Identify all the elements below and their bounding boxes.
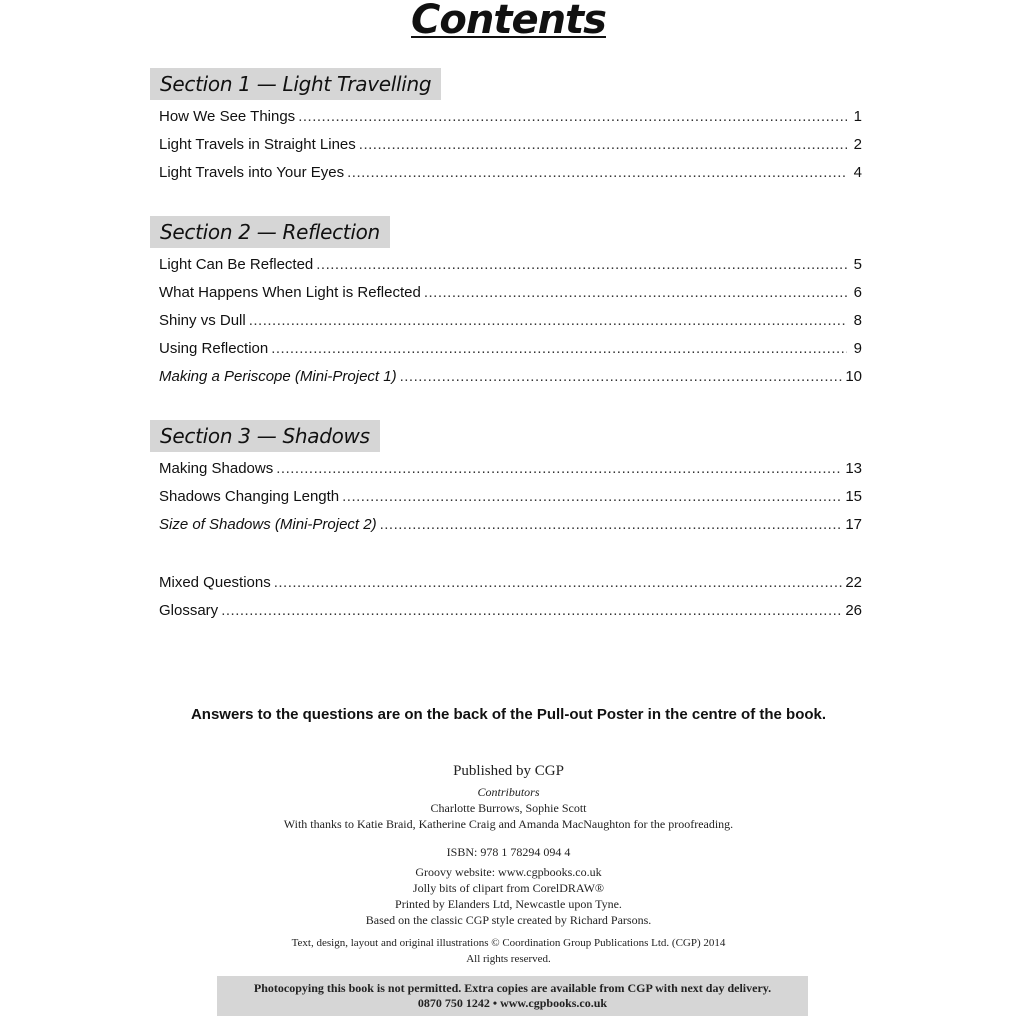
toc-entry-page: 26 (845, 602, 862, 619)
contributors: Charlotte Burrows, Sophie Scott (430, 801, 587, 815)
toc-entry-glossary[interactable] (159, 597, 862, 625)
toc-entry-page: 4 (853, 164, 862, 181)
isbn: ISBN: 978 1 78294 094 4 (446, 845, 571, 859)
toc-entry-page: 17 (845, 516, 862, 533)
toc-entry-page: 10 (845, 368, 862, 385)
toc-entry[interactable] (159, 159, 862, 187)
dot-leader (298, 103, 847, 131)
toc-entry-page: 1 (853, 108, 862, 125)
dot-leader (249, 307, 847, 335)
section-heading: Section 3 — Shadows (150, 420, 380, 452)
published-by: Published by CGP (453, 763, 564, 779)
toc-entry[interactable] (159, 335, 862, 363)
toc-entry-label: Light Travels into Your Eyes (159, 164, 345, 181)
toc-entry-page: 22 (845, 574, 862, 591)
toc-entry-label: Shiny vs Dull (159, 312, 246, 329)
copyright-line: Text, design, layout and original illustrations © Coordination Group Publications Ltd. (CGP) 2014 (291, 937, 726, 949)
dot-leader (276, 455, 842, 483)
toc-entry[interactable] (159, 131, 862, 159)
contributors-heading: Contributors (477, 785, 540, 799)
toc-entry-page: 6 (853, 284, 862, 301)
toc-entry-label: Glossary (159, 602, 219, 619)
table-of-contents (150, 68, 862, 625)
dot-leader (424, 279, 847, 307)
dot-leader (400, 363, 843, 391)
toc-entry[interactable] (159, 455, 862, 483)
toc-entry-mini-project[interactable] (159, 511, 862, 539)
toc-entry-page: 15 (845, 488, 862, 505)
dot-leader (316, 251, 847, 279)
extra-entries (150, 569, 862, 625)
toc-entry-label: Light Travels in Straight Lines (159, 136, 356, 153)
section-3 (150, 420, 862, 539)
toc-entry-page: 2 (853, 136, 862, 153)
toc-entry-label: Size of Shadows (Mini-Project 2) (159, 516, 377, 533)
thanks-line: With thanks to Katie Braid, Katherine Craig and Amanda MacNaughton for the proofreading. (283, 817, 734, 831)
dot-leader (359, 131, 847, 159)
toc-entry-page: 13 (845, 460, 862, 477)
toc-entry[interactable] (159, 307, 862, 335)
based-on-line: Based on the classic CGP style created by Richard Parsons. (365, 913, 652, 927)
toc-entry-label: What Happens When Light is Reflected (159, 284, 421, 301)
notice-line-1: Photocopying this book is not permitted. Extra copies are available from CGP with next day delivery. (253, 981, 772, 995)
section-heading: Section 2 — Reflection (150, 216, 390, 248)
printed-line: Printed by Elanders Ltd, Newcastle upon Tyne. (395, 897, 622, 911)
dot-leader (221, 597, 842, 625)
dot-leader (380, 511, 843, 539)
toc-entry-page: 5 (853, 256, 862, 273)
toc-entry[interactable] (159, 103, 862, 131)
toc-entry-label: Using Reflection (159, 340, 269, 357)
toc-entry-label: Shadows Changing Length (159, 488, 340, 505)
toc-entry-label: How We See Things (159, 108, 296, 125)
notice-line-2: 0870 750 1242 • www.cgpbooks.co.uk (417, 996, 608, 1010)
section-2 (150, 216, 862, 391)
rights-line: All rights reserved. (466, 953, 551, 965)
website-line: Groovy website: www.cgpbooks.co.uk (415, 865, 602, 879)
toc-entry-mixed-questions[interactable] (159, 569, 862, 597)
dot-leader (347, 159, 847, 187)
dot-leader (342, 483, 842, 511)
toc-entry[interactable] (159, 251, 862, 279)
toc-entry-page: 9 (853, 340, 862, 357)
toc-entry-label: Making a Periscope (Mini-Project 1) (159, 368, 397, 385)
section-1 (150, 68, 862, 187)
photocopy-notice (217, 976, 808, 1016)
toc-entry-label: Mixed Questions (159, 574, 271, 591)
toc-entry-label: Making Shadows (159, 460, 274, 477)
section-heading: Section 1 — Light Travelling (150, 68, 441, 100)
answers-note: Answers to the questions are on the back of the Pull-out Poster in the centre of the book. (190, 706, 827, 723)
page-title: Contents (411, 0, 606, 43)
clipart-line: Jolly bits of clipart from CorelDRAW® (412, 881, 605, 895)
dot-leader (271, 335, 847, 363)
toc-entry-page: 8 (853, 312, 862, 329)
toc-entry-mini-project[interactable] (159, 363, 862, 391)
dot-leader (274, 569, 843, 597)
toc-entry[interactable] (159, 483, 862, 511)
toc-entry[interactable] (159, 279, 862, 307)
toc-entry-label: Light Can Be Reflected (159, 256, 314, 273)
